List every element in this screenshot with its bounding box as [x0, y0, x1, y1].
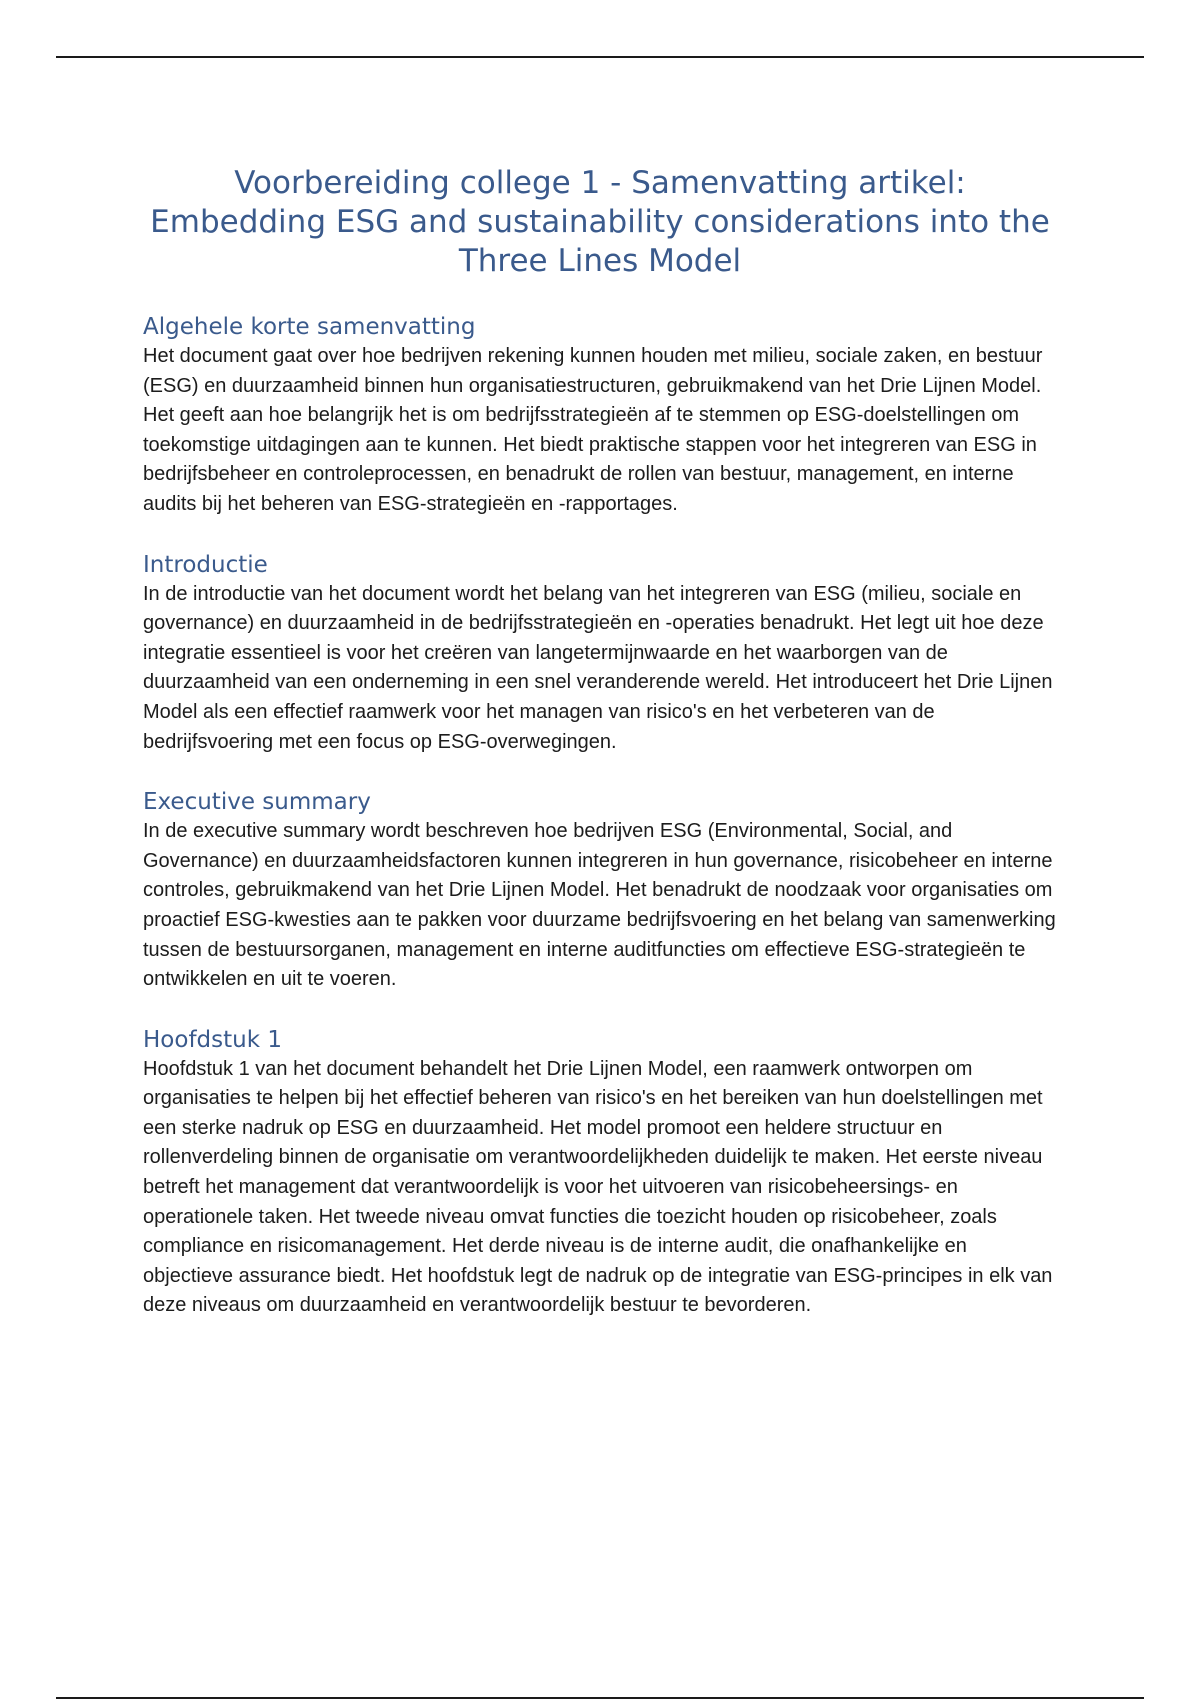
section-heading: Executive summary	[143, 789, 371, 816]
section-algehele-korte-samenvatting	[143, 312, 1058, 520]
section-heading: Hoofdstuk 1	[143, 1026, 282, 1053]
footer-rule	[56, 1697, 1144, 1699]
section-executive-summary	[143, 787, 1058, 995]
section-introductie	[143, 550, 1058, 758]
section-paragraph: Hoofdstuk 1 van het document behandelt het Drie Lijnen Model, een raamwerk ontworpen om organisaties te helpen bij het effectief beheren van risico's en het bereiken van hun doelstellingen met een sterke nadruk op ESG en duurzaamheid. Het model promoot een heldere structuur en rollenverdeling binnen de organisatie om verantwoordelijkheden duidelijk te maken. Het eerste niveau betreft het management dat verantwoordelijk is voor het uitvoeren van risicobeheersings- en operationele taken. Het tweede niveau omvat functies die toezicht houden op risicobeheer, zoals compliance en risicomanagement. Het derde niveau is de interne audit, die onafhankelijke en objectieve assurance biedt. Het hoofdstuk legt de nadruk op de integratie van ESG-principes in elk van deze niveaus om duurzaamheid en verantwoordelijk bestuur te bevorderen.	[143, 1057, 1053, 1317]
section-heading: Algehele korte samenvatting	[143, 314, 476, 340]
document-body	[143, 312, 1058, 1351]
section-heading: Introductie	[143, 551, 268, 578]
section-hoofdstuk-1	[143, 1025, 1058, 1321]
section-paragraph: In de executive summary wordt beschreven hoe bedrijven ESG (Environmental, Social, and Governance) en duurzaamheidsfactoren kunnen integreren in hun governance, risicobeheer en interne controles, gebruikmakend van het Drie Lijnen Model. Het benadrukt de noodzaak voor organisaties om proactief ESG-kwesties aan te pakken voor duurzame bedrijfsvoering en het belang van samenwerking tussen de bestuursorganen, management en interne auditfuncties om effectieve ESG-strategieën te ontwikkelen en uit te voeren.	[143, 820, 1056, 991]
section-paragraph: In de introductie van het document wordt het belang van het integreren van ESG (milieu, sociale en governance) en duurzaamheid in de bedrijfsstrategieën en -operaties benadrukt. Het legt uit hoe deze integratie essentieel is voor het creëren van langetermijnwaarde en het waarborgen van de duurzaamheid van een onderneming in een snel veranderende wereld. Het introduceert het Drie Lijnen Model als een effectief raamwerk voor het managen van risico's en het verbeteren van de bedrijfsvoering met een focus op ESG-overwegingen.	[143, 582, 1053, 753]
header-rule	[56, 56, 1144, 58]
section-paragraph: Het document gaat over hoe bedrijven rekening kunnen houden met milieu, sociale zaken, en bestuur (ESG) en duurzaamheid binnen hun organisatiestructuren, gebruikmakend van het Drie Lijnen Model. Het geeft aan hoe belangrijk het is om bedrijfsstrategieën af te stemmen op ESG-doelstellingen om toekomstige uitdagingen aan te kunnen. Het biedt praktische stappen voor het integreren van ESG in bedrijfsbeheer en controleprocessen, en benadrukt de rollen van bestuur, management, en interne audits bij het beheren van ESG-strategieën en -rapportages.	[143, 345, 1043, 515]
document-title: Voorbereiding college 1 - Samenvatting artikel: Embedding ESG and sustainability considerations into the Three Lines Model	[150, 165, 1050, 279]
